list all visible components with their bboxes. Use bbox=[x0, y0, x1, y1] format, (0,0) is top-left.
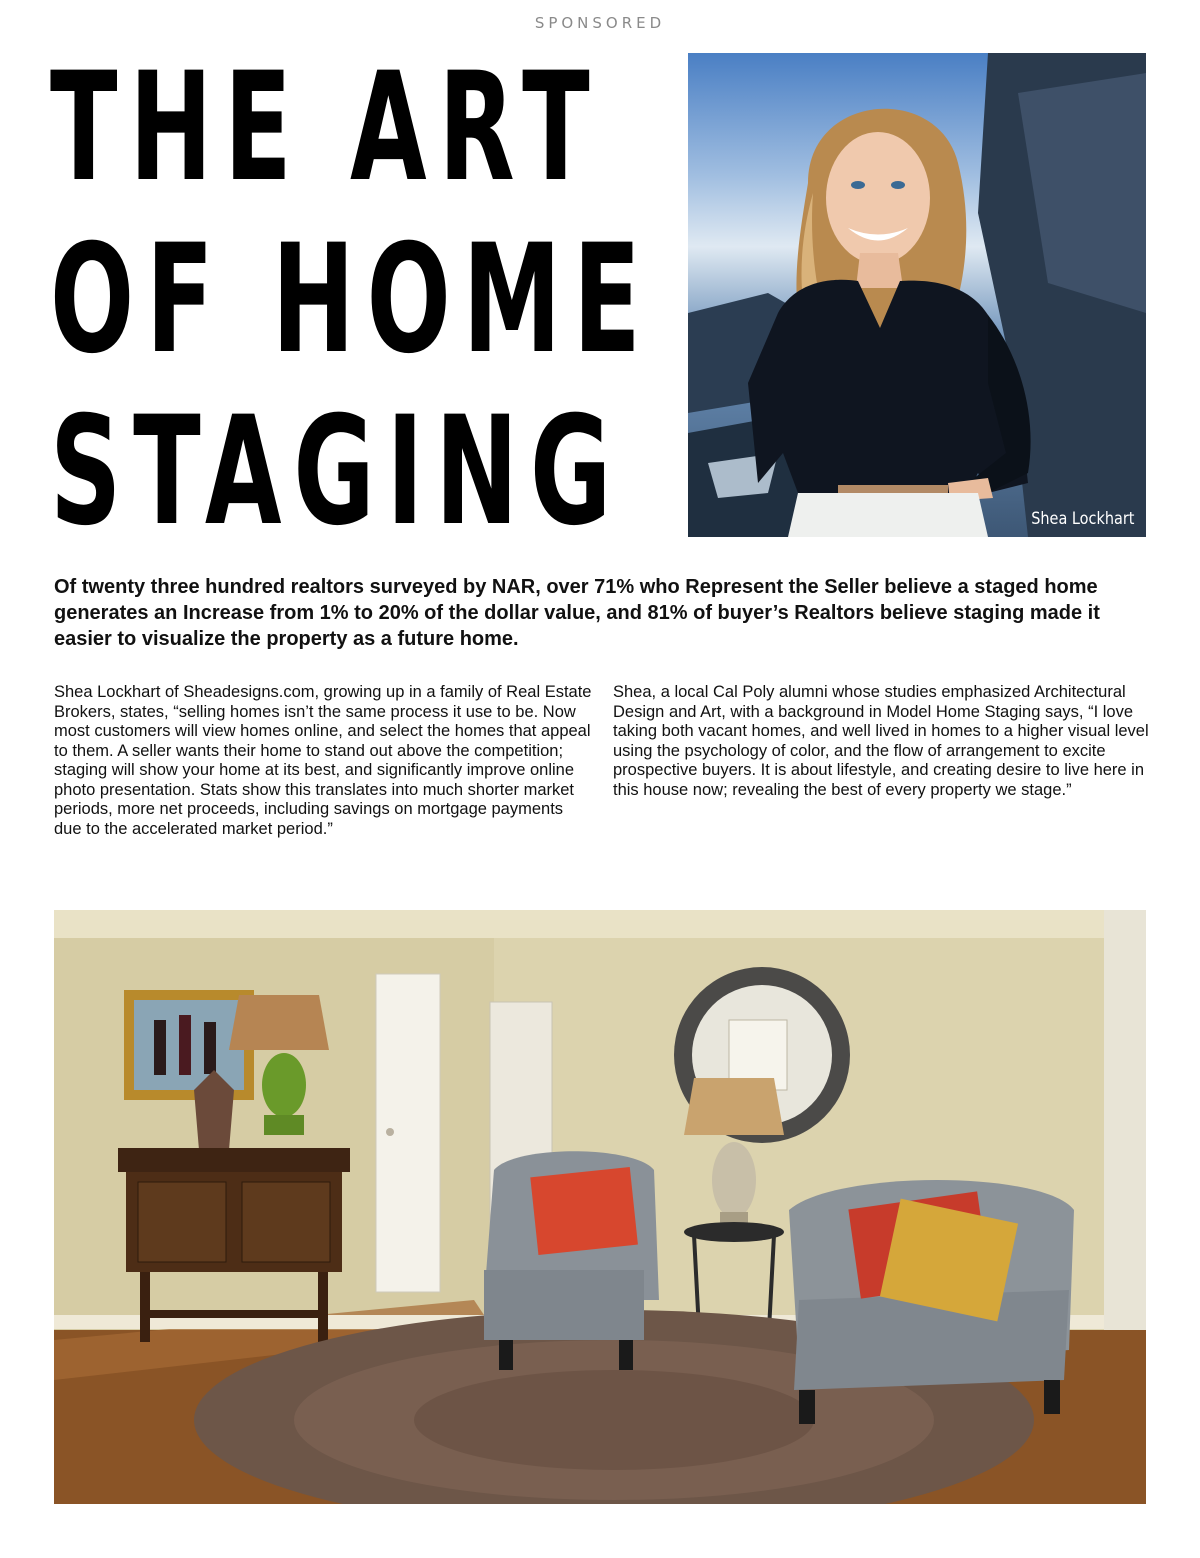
body-column-left: Shea Lockhart of Sheadesigns.com, growing up in a family of Real Estate Brokers, states, “selling homes isn’t the same process it use to be. Now most customers will view homes online, and select the homes that appeal to them. A seller wants their home to stand out above the competition; staging will show your home at its best, and significantly improve online photo presentation. Stats show this translates into much shorter market periods, more net proceeds, including savings on mortgage payments due to the accelerated market period.” bbox=[54, 683, 592, 838]
portrait-photo bbox=[688, 53, 1146, 537]
headline bbox=[50, 41, 653, 559]
headline-line-1: THE ART bbox=[50, 41, 602, 215]
staged-room-photo bbox=[54, 910, 1146, 1504]
body-column-right: Shea, a local Cal Poly alumni whose studies emphasized Architectural Design and Art, with a background in Model Home Staging says, “I love taking both vacant homes, and well lived in homes to a higher visual level using the psychology of color, and the flow of arrangement to excite prospective buyers. It is about lifestyle, and creating desire to live here in this house now; revealing the best of every property we stage.” bbox=[613, 683, 1149, 799]
room-illustration bbox=[54, 910, 1146, 1504]
headline-line-3: STAGING bbox=[50, 385, 624, 559]
portrait-caption: Shea Lockhart bbox=[1030, 509, 1134, 529]
lede-paragraph: Of twenty three hundred realtors surveyed by NAR, over 71% who Represent the Seller believe a staged home generates an Increase from 1% to 20% of the dollar value, and 81% of buyer’s Realtors believe staging made it easier to visualize the property as a future home. bbox=[54, 576, 1100, 650]
headline-line-2: OF HOME bbox=[50, 213, 653, 387]
sponsored-label: SPONSORED bbox=[534, 14, 666, 32]
portrait-illustration bbox=[688, 53, 1146, 537]
